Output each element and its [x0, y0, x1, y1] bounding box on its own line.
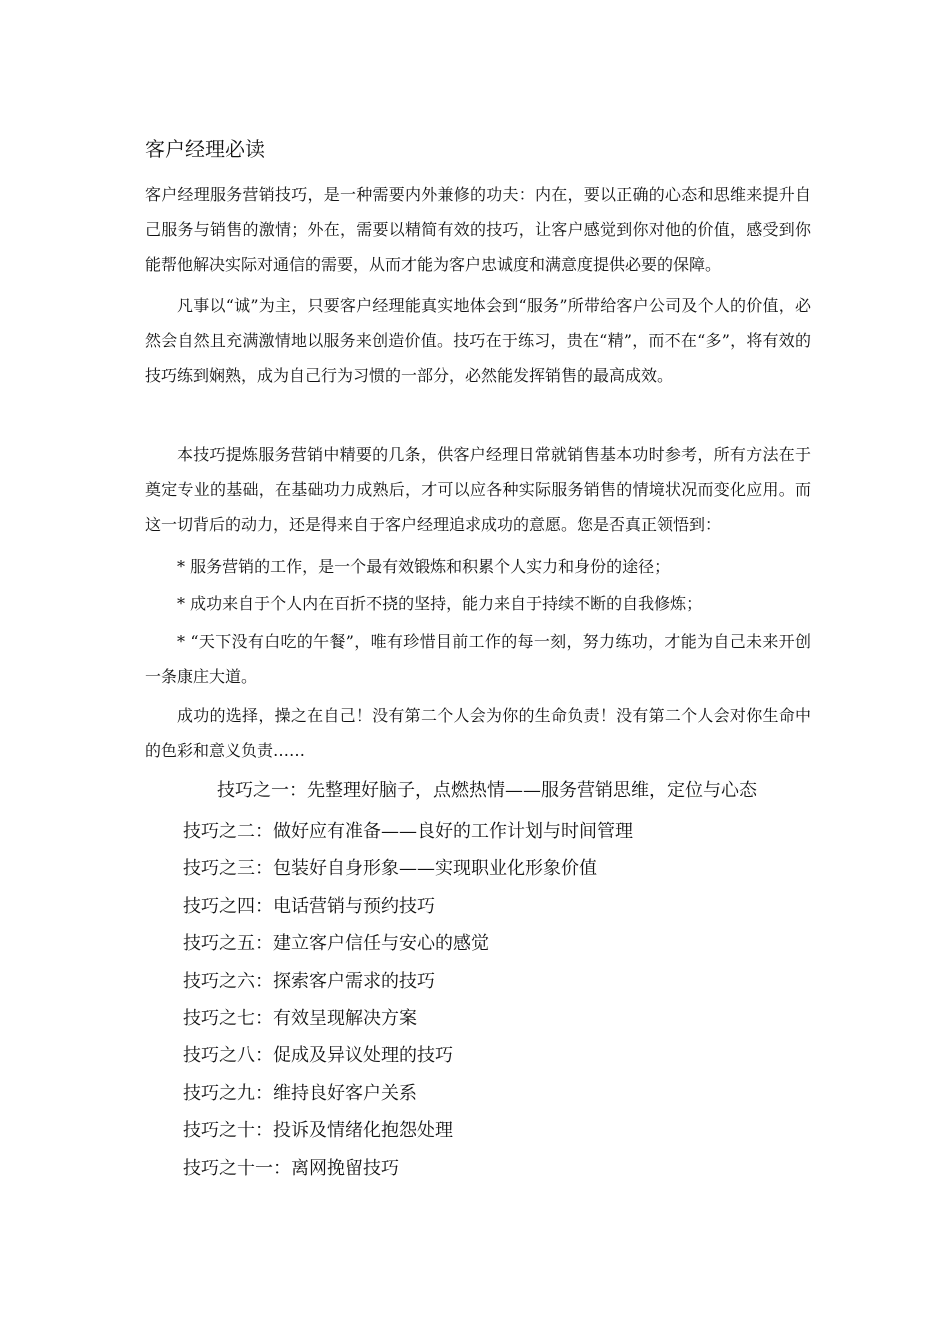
- purpose-paragraph: 本技巧提炼服务营销中精要的几条，供客户经理日常就销售基本功时参考，所有方法在于奠定专业的基础，在基础功力成熟后，才可以应各种实际服务销售的情境状况而变化应用。而这一切背后的动力，还是得来自于客户经理追求成功的意愿。您是否真正领悟到：: [145, 445, 811, 534]
- toc-item: 技巧之七：有效呈现解决方案: [183, 1008, 417, 1030]
- bullet-item: * 服务营销的工作，是一个最有效锻炼和积累个人实力和身份的途径；: [177, 557, 671, 576]
- toc-item: 技巧之一：先整理好脑子，点燃热情——服务营销思维，定位与心态: [217, 780, 757, 801]
- toc-item: 技巧之二：做好应有准备——良好的工作计划与时间管理: [183, 821, 633, 842]
- toc-item: 技巧之四：电话营销与预约技巧: [183, 895, 435, 917]
- choice-paragraph: 成功的选择，操之在自己！没有第二个人会为你的生命负责！没有第二个人会对你生命中的色彩和意义负责……: [145, 706, 811, 760]
- toc-item: 技巧之六：探索客户需求的技巧: [183, 970, 435, 992]
- toc-list: [183, 813, 633, 1187]
- toc-item: 技巧之十一：离网挽留技巧: [183, 1157, 399, 1179]
- toc-item: 技巧之九：维持良好客户关系: [183, 1082, 417, 1104]
- bullet-item: * “天下没有白吃的午餐”，唯有珍惜目前工作的每一刻，努力练功，才能为自己未来开创一条康庄大道。: [145, 632, 811, 686]
- toc-item: 技巧之十：投诉及情绪化抱怨处理: [183, 1120, 453, 1142]
- toc-item: 技巧之八：促成及异议处理的技巧: [183, 1045, 453, 1067]
- toc-item: 技巧之五：建立客户信任与安心的感觉: [183, 933, 489, 955]
- document-title: 客户经理必读: [145, 137, 265, 161]
- toc-item: 技巧之三：包装好自身形象——实现职业化形象价值: [183, 858, 597, 880]
- intro-paragraph: 客户经理服务营销技巧，是一种需要内外兼修的功夫：内在，要以正确的心态和思维来提升自己服务与销售的激情；外在，需要以精简有效的技巧，让客户感觉到你对他的价值，感受到你能帮他解决实际对通信的需要，从而才能为客户忠诚度和满意度提供必要的保障。: [145, 185, 811, 274]
- sincerity-paragraph: 凡事以“诚”为主，只要客户经理能真实地体会到“服务”所带给客户公司及个人的价值，必然会自然且充满激情地以服务来创造价值。技巧在于练习，贵在“精”，而不在“多”，将有效的技巧练到娴熟，成为自己行为习惯的一部分，必然能发挥销售的最高成效。: [145, 296, 811, 385]
- bullet-item: * 成功来自于个人内在百折不挠的坚持，能力来自于持续不断的自我修炼；: [177, 594, 703, 613]
